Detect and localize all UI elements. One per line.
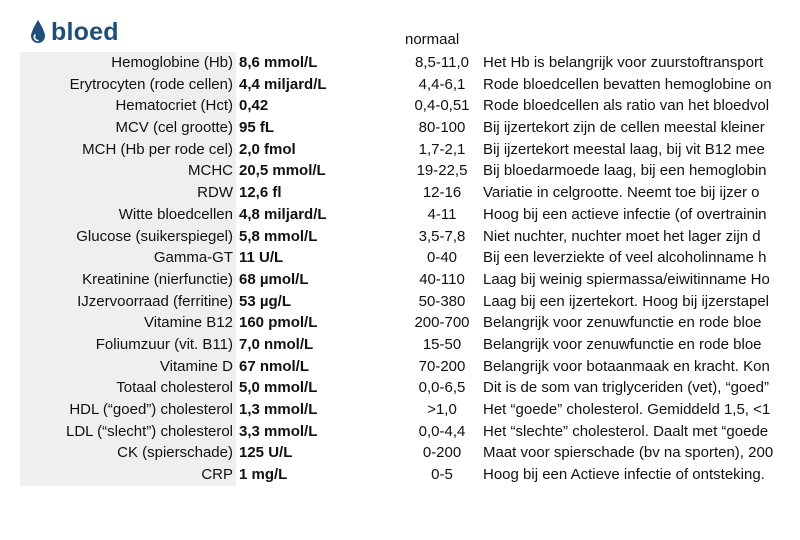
- row-label: Hemoglobine (Hb): [20, 52, 236, 74]
- row-label: CRP: [20, 464, 236, 486]
- row-normal-range: 0-5: [431, 466, 453, 484]
- row-label: Witte bloedcellen: [20, 204, 236, 226]
- row-label: MCV (cel grootte): [20, 117, 236, 139]
- row-note: Bij een leverziekte of veel alcoholinname h: [483, 249, 767, 267]
- row-value: 2,0 fmol: [239, 140, 296, 158]
- row-label: RDW: [20, 182, 236, 204]
- page-title: bloed: [51, 17, 119, 46]
- row-value: 53 µg/L: [239, 292, 291, 310]
- row-note: Rode bloedcellen als ratio van het bloedvol: [483, 97, 770, 115]
- row-value: 1,3 mmol/L: [239, 401, 318, 418]
- row-value: 8,6 mmol/L: [239, 54, 318, 71]
- row-value: 1 mg/L: [239, 466, 288, 484]
- row-value: 7,0 nmol/L: [239, 335, 314, 353]
- row-label: Totaal cholesterol: [20, 377, 236, 399]
- row-note: Belangrijk voor zenuwfunctie en rode bloe: [483, 314, 762, 332]
- row-normal-range: 200-700: [414, 314, 470, 332]
- row-value: 95 fL: [239, 119, 275, 137]
- row-value: 160 pmol/L: [239, 314, 318, 332]
- row-normal-range: 4,4-6,1: [418, 75, 466, 93]
- row-note: Variatie in celgrootte. Neemt toe bij ijzer o: [483, 184, 760, 202]
- row-note: Belangrijk voor botaanmaak en kracht. Kon: [483, 357, 770, 375]
- row-note: Laag bij een ijzertekort. Hoog bij ijzerstapel: [483, 292, 769, 310]
- row-normal-range: 80-100: [418, 119, 466, 137]
- row-value: 67 nmol/L: [239, 357, 310, 375]
- row-normal-range: 0,0-4,4: [418, 422, 466, 440]
- row-label: Erytrocyten (rode cellen): [20, 74, 236, 96]
- row-label: Glucose (suikerspiegel): [20, 226, 236, 248]
- row-label: Foliumzuur (vit. B11): [20, 334, 236, 356]
- row-note: Rode bloedcellen bevatten hemoglobine on: [483, 75, 772, 93]
- row-note: Niet nuchter, nuchter moet het lager zijn d: [483, 227, 761, 245]
- row-label: Vitamine B12: [20, 312, 236, 334]
- row-normal-range: 1,7-2,1: [418, 140, 466, 158]
- row-note: Het “slechte” cholesterol. Daalt met “goede: [483, 422, 769, 440]
- row-note: Hoog bij een actieve infectie (of overtrainin: [483, 205, 767, 223]
- row-value: 5,8 mmol/L: [239, 227, 318, 245]
- row-label: LDL (“slecht”) cholesterol: [20, 421, 236, 443]
- row-label: Hematocriet (Hct): [20, 95, 236, 117]
- row-note: Bij bloedarmoede laag, bij een hemoglobin: [483, 162, 767, 180]
- row-value: 68 µmol/L: [239, 270, 309, 288]
- row-normal-range: 19-22,5: [416, 162, 468, 180]
- row-value: 5,0 mmol/L: [239, 379, 318, 397]
- row-label: CK (spierschade): [20, 442, 236, 464]
- row-value: 0,42: [239, 97, 269, 115]
- row-normal-range: 0-40: [426, 249, 458, 267]
- row-normal-range: 40-110: [419, 270, 465, 288]
- row-label: Vitamine D: [20, 356, 236, 378]
- row-note: Hoog bij een Actieve infectie of ontsteking.: [483, 466, 765, 484]
- row-normal-range: 70-200: [418, 357, 466, 375]
- row-label: HDL (“goed”) cholesterol: [20, 399, 236, 421]
- row-value: 12,6 fl: [239, 184, 282, 202]
- row-label: Kreatinine (nierfunctie): [20, 269, 236, 291]
- row-note: Maat voor spierschade (bv na sporten), 200: [483, 444, 774, 462]
- row-note: Het Hb is belangrijk voor zuurstoftransport: [483, 54, 764, 71]
- row-normal-range: 3,5-7,8: [418, 227, 466, 245]
- row-value: 125 U/L: [239, 444, 293, 462]
- page-header: [30, 16, 119, 48]
- row-normal-range: >1,0: [427, 401, 457, 418]
- row-value: 3,3 mmol/L: [239, 422, 318, 440]
- row-normal-range: 0,4-0,51: [414, 97, 470, 115]
- drop-icon: [30, 19, 46, 45]
- row-normal-range: 8,5-11,0: [415, 54, 469, 71]
- row-note: Laag bij weinig spiermassa/eiwitinname Ho: [483, 270, 770, 288]
- row-normal-range: 12-16: [422, 184, 462, 202]
- row-normal-range: 0,0-6,5: [418, 379, 466, 397]
- row-normal-range: 4-11: [427, 205, 457, 223]
- row-normal-range: 50-380: [418, 292, 466, 310]
- row-value: 4,4 miljard/L: [239, 75, 327, 93]
- row-normal-range: 15-50: [422, 335, 462, 353]
- row-note: Dit is de som van triglyceriden (vet), “goed”: [483, 379, 769, 397]
- row-label: MCH (Hb per rode cel): [20, 139, 236, 161]
- row-label: MCHC: [20, 160, 236, 182]
- row-value: 4,8 miljard/L: [239, 205, 327, 223]
- row-value: 20,5 mmol/L: [239, 162, 326, 180]
- row-label: Gamma-GT: [20, 247, 236, 269]
- row-note: Bij ijzertekort zijn de cellen meestal kleiner: [483, 119, 765, 137]
- row-normal-range: 0-200: [422, 444, 462, 462]
- row-note: Belangrijk voor zenuwfunctie en rode bloe: [483, 335, 762, 353]
- row-value: 11 U/L: [239, 249, 284, 267]
- row-note: Het “goede” cholesterol. Gemiddeld 1,5, <1: [483, 401, 771, 418]
- normal-range-header: normaal: [405, 31, 460, 48]
- row-note: Bij ijzertekort meestal laag, bij vit B12 mee: [483, 140, 765, 158]
- row-label: IJzervoorraad (ferritine): [20, 291, 236, 313]
